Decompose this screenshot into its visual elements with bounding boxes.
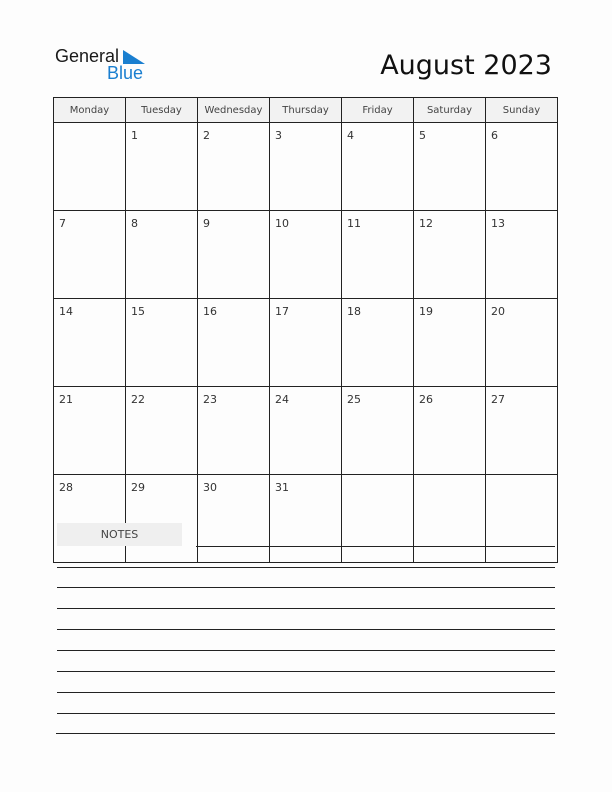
day-cell: 6 bbox=[486, 123, 558, 211]
week-row bbox=[54, 299, 558, 387]
notes-line bbox=[57, 692, 555, 693]
weekday-header: Tuesday bbox=[126, 98, 198, 123]
day-cell: 5 bbox=[414, 123, 486, 211]
weekday-header: Friday bbox=[342, 98, 414, 123]
day-cell bbox=[54, 123, 126, 211]
logo-triangle-icon bbox=[123, 50, 145, 64]
page-title: August 2023 bbox=[380, 50, 552, 81]
day-cell bbox=[342, 475, 414, 563]
week-row bbox=[54, 211, 558, 299]
weekday-header: Monday bbox=[54, 98, 126, 123]
day-cell bbox=[414, 475, 486, 563]
notes-line bbox=[57, 629, 555, 630]
week-row bbox=[54, 123, 558, 211]
weekday-header: Thursday bbox=[270, 98, 342, 123]
notes-line bbox=[56, 733, 555, 734]
weekday-header-row bbox=[54, 98, 558, 123]
week-row bbox=[54, 387, 558, 475]
weekday-header: Sunday bbox=[486, 98, 558, 123]
day-cell: 4 bbox=[342, 123, 414, 211]
day-cell: 22 bbox=[126, 387, 198, 475]
logo bbox=[55, 46, 155, 86]
day-cell: 11 bbox=[342, 211, 414, 299]
notes-line bbox=[57, 671, 555, 672]
day-cell: 1 bbox=[126, 123, 198, 211]
day-cell: 18 bbox=[342, 299, 414, 387]
day-cell bbox=[486, 475, 558, 563]
day-cell: 14 bbox=[54, 299, 126, 387]
notes-line bbox=[57, 650, 555, 651]
day-cell: 15 bbox=[126, 299, 198, 387]
notes-line bbox=[57, 587, 555, 588]
day-cell: 7 bbox=[54, 211, 126, 299]
day-cell: 13 bbox=[486, 211, 558, 299]
notes-line bbox=[57, 713, 555, 714]
day-cell: 20 bbox=[486, 299, 558, 387]
notes-label: NOTES bbox=[57, 523, 182, 546]
notes-line bbox=[57, 608, 555, 609]
week-row bbox=[54, 475, 558, 563]
day-cell: 28 bbox=[54, 475, 126, 563]
weekday-header: Wednesday bbox=[198, 98, 270, 123]
notes-line bbox=[57, 567, 555, 568]
logo-text-general: General bbox=[55, 46, 120, 66]
day-cell: 29 bbox=[126, 475, 198, 563]
logo-text-blue: Blue bbox=[107, 63, 144, 83]
day-cell: 30 bbox=[198, 475, 270, 563]
day-cell: 24 bbox=[270, 387, 342, 475]
day-cell: 27 bbox=[486, 387, 558, 475]
calendar-grid bbox=[53, 97, 558, 563]
day-cell: 16 bbox=[198, 299, 270, 387]
day-cell: 23 bbox=[198, 387, 270, 475]
day-cell: 25 bbox=[342, 387, 414, 475]
day-cell: 26 bbox=[414, 387, 486, 475]
day-cell: 19 bbox=[414, 299, 486, 387]
day-cell: 9 bbox=[198, 211, 270, 299]
weekday-header: Saturday bbox=[414, 98, 486, 123]
day-cell: 10 bbox=[270, 211, 342, 299]
day-cell: 12 bbox=[414, 211, 486, 299]
day-cell: 17 bbox=[270, 299, 342, 387]
day-cell: 31 bbox=[270, 475, 342, 563]
day-cell: 21 bbox=[54, 387, 126, 475]
day-cell: 8 bbox=[126, 211, 198, 299]
notes-line bbox=[196, 546, 555, 547]
day-cell: 2 bbox=[198, 123, 270, 211]
day-cell: 3 bbox=[270, 123, 342, 211]
